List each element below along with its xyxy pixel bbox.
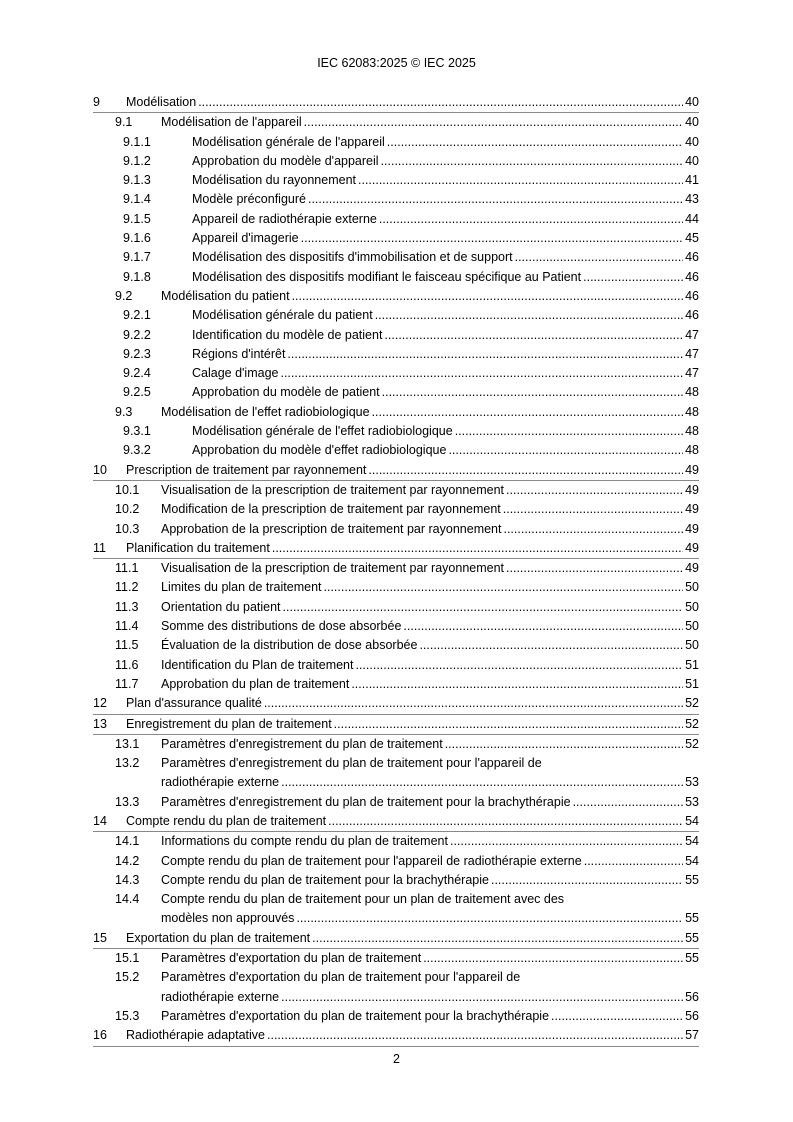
toc-number: 14.4 [115, 892, 140, 907]
toc-number: 15.2 [115, 970, 140, 985]
toc-number: 16 [93, 1028, 107, 1043]
toc-title: Visualisation de la prescription de traitement par rayonnement [161, 482, 505, 497]
toc-page: 48 [685, 404, 699, 419]
toc-number: 9.2.4 [123, 366, 151, 381]
toc-page: 57 [685, 1028, 699, 1043]
toc-number: 11.7 [115, 676, 139, 691]
toc-number: 13.2 [115, 756, 140, 771]
dot-leader [198, 93, 683, 112]
table-of-contents [93, 93, 699, 1047]
toc-title: Somme des distributions de dose absorbée [161, 619, 402, 634]
toc-entry[interactable] [93, 636, 699, 655]
toc-title: Plan d'assurance qualité [126, 696, 262, 711]
toc-title: Identification du Plan de traitement [161, 657, 354, 672]
toc-entry[interactable] [93, 520, 699, 539]
toc-title: Approbation du plan de traitement [161, 676, 350, 691]
dot-leader [372, 403, 684, 422]
toc-title: Modélisation générale de l'appareil [192, 134, 385, 149]
toc-entry[interactable] [93, 441, 699, 460]
toc-entry[interactable] [93, 306, 699, 325]
toc-page: 55 [685, 951, 699, 966]
toc-page: 49 [685, 540, 699, 555]
toc-title: Modélisation [126, 95, 197, 109]
toc-title: Modélisation générale de l'effet radiobiologique [192, 424, 453, 439]
dot-leader [328, 812, 683, 831]
toc-title: Modélisation du patient [161, 288, 290, 303]
toc-page: 40 [685, 153, 699, 168]
dot-leader [503, 500, 683, 519]
toc-title: Approbation du modèle d'effet radiobiologique [192, 443, 447, 458]
toc-page: 48 [685, 424, 699, 439]
toc-page: 52 [685, 696, 699, 711]
toc-title: Limites du plan de traitement [161, 580, 322, 595]
toc-page: 50 [685, 580, 699, 595]
toc-title: Enregistrement du plan de traitement [126, 716, 332, 731]
toc-page: 53 [685, 775, 699, 790]
toc-number: 10.3 [115, 521, 140, 536]
toc-entry[interactable] [93, 694, 699, 714]
toc-number: 9.1 [115, 115, 133, 130]
toc-number: 11 [93, 540, 106, 555]
toc-number: 9.3.1 [123, 424, 151, 439]
dot-leader [283, 598, 684, 617]
dot-leader [515, 248, 683, 267]
toc-entry[interactable] [93, 852, 699, 871]
toc-title: Identification du modèle de patient [192, 327, 383, 342]
toc-page: 52 [685, 716, 699, 731]
toc-entry[interactable] [93, 617, 699, 636]
toc-title-line1: Paramètres d'exportation du plan de traitement pour l'appareil de [161, 970, 521, 985]
toc-number: 13 [93, 716, 107, 731]
toc-number: 14 [93, 813, 107, 828]
toc-title-line2: modèles non approuvés [161, 911, 295, 926]
toc-title: Modélisation générale du patient [192, 308, 373, 323]
toc-title: Appareil d'imagerie [192, 231, 299, 246]
toc-number: 10.1 [115, 482, 140, 497]
dot-leader [264, 694, 683, 713]
toc-page: 47 [685, 327, 699, 342]
toc-title: Compte rendu du plan de traitement pour la brachythérapie [161, 872, 489, 887]
dot-leader [375, 306, 683, 325]
dot-leader [308, 190, 683, 209]
toc-entry[interactable] [93, 422, 699, 441]
dot-leader [403, 617, 683, 636]
toc-page: 46 [685, 308, 699, 323]
toc-page: 40 [685, 115, 699, 130]
toc-entry[interactable] [93, 559, 699, 578]
toc-page: 55 [685, 930, 699, 945]
dot-leader [384, 326, 683, 345]
dot-leader [491, 871, 683, 890]
toc-title: Évaluation de la distribution de dose absorbée [161, 638, 418, 653]
toc-number: 9.3.2 [123, 443, 151, 458]
toc-number: 14.2 [115, 853, 140, 868]
dot-leader [551, 1007, 683, 1026]
toc-entry[interactable] [93, 364, 699, 383]
toc-title: Planification du traitement [126, 540, 270, 555]
toc-title: Approbation de la prescription de traitement par rayonnement [161, 521, 502, 536]
dot-leader [296, 909, 683, 928]
page-number: 2 [393, 1052, 400, 1066]
toc-title: Modélisation de l'appareil [161, 115, 302, 130]
toc-entry[interactable] [93, 968, 699, 1007]
dot-leader [351, 675, 683, 694]
dot-leader [381, 152, 684, 171]
toc-page: 49 [685, 462, 699, 477]
toc-entry[interactable] [93, 578, 699, 597]
toc-entry[interactable] [93, 152, 699, 171]
toc-entry[interactable] [93, 715, 699, 735]
toc-title: Régions d'intérêt [192, 346, 286, 361]
dot-leader [387, 133, 683, 152]
toc-entry[interactable] [93, 675, 699, 694]
dot-leader [281, 773, 683, 792]
toc-entry[interactable] [93, 735, 699, 754]
toc-number: 12 [93, 696, 107, 711]
dot-leader [423, 949, 683, 968]
toc-entry[interactable] [93, 133, 699, 152]
toc-title: Modélisation des dispositifs d'immobilisation et de support [192, 250, 513, 265]
toc-title: Radiothérapie adaptative [126, 1028, 265, 1043]
toc-title: Paramètres d'enregistrement du plan de traitement pour la brachythérapie [161, 794, 571, 809]
toc-page: 47 [685, 366, 699, 381]
dot-leader [382, 383, 683, 402]
dot-leader [272, 539, 683, 558]
toc-entry[interactable] [93, 190, 699, 209]
toc-entry[interactable] [93, 113, 699, 132]
toc-title: Modélisation du rayonnement [192, 173, 356, 188]
toc-title: Paramètres d'exportation du plan de traitement pour la brachythérapie [161, 1008, 550, 1023]
dot-leader [448, 441, 683, 460]
toc-number: 9.2 [115, 288, 133, 303]
dot-leader [583, 268, 683, 287]
toc-number: 9.1.7 [123, 250, 151, 265]
dot-leader [304, 113, 683, 132]
toc-title: Approbation du modèle de patient [192, 385, 380, 400]
dot-leader [334, 715, 683, 734]
toc-title: Modèle préconfiguré [192, 192, 306, 207]
toc-number: 9.3 [115, 404, 133, 419]
toc-number: 9 [93, 95, 100, 109]
dot-leader [312, 929, 683, 948]
dot-leader [584, 852, 683, 871]
toc-entry[interactable] [93, 1026, 699, 1046]
toc-entry[interactable] [93, 383, 699, 402]
toc-entry[interactable] [93, 171, 699, 190]
toc-page: 44 [685, 211, 699, 226]
toc-number: 14.1 [115, 834, 140, 849]
toc-number: 13.1 [115, 736, 140, 751]
toc-title: Calage d'image [192, 366, 279, 381]
toc-page: 46 [685, 288, 699, 303]
toc-title: Paramètres d'enregistrement du plan de traitement [161, 736, 443, 751]
toc-page: 40 [685, 95, 699, 109]
toc-page: 56 [685, 1008, 699, 1023]
toc-number: 9.1.2 [123, 153, 151, 168]
toc-title: Compte rendu du plan de traitement [126, 813, 327, 828]
dot-leader [455, 422, 683, 441]
dot-leader [379, 210, 683, 229]
toc-entry[interactable] [93, 832, 699, 851]
toc-page: 56 [685, 989, 699, 1004]
toc-entry[interactable] [93, 500, 699, 519]
dot-leader [573, 793, 684, 812]
toc-entry[interactable] [93, 598, 699, 617]
toc-number: 15 [93, 930, 107, 945]
toc-title: Paramètres d'exportation du plan de traitement [161, 951, 422, 966]
toc-entry[interactable] [93, 326, 699, 345]
toc-page: 54 [685, 853, 699, 868]
toc-number: 9.2.1 [123, 308, 151, 323]
toc-entry[interactable] [93, 890, 699, 929]
dot-leader [450, 832, 683, 851]
toc-title-line1: Compte rendu du plan de traitement pour un plan de traitement avec des [161, 892, 565, 907]
toc-page: 52 [685, 736, 699, 751]
toc-page: 55 [685, 911, 699, 926]
toc-entry[interactable] [93, 871, 699, 890]
toc-entry[interactable] [93, 268, 699, 287]
toc-entry[interactable] [93, 248, 699, 267]
toc-page: 49 [685, 482, 699, 497]
toc-page: 48 [685, 385, 699, 400]
toc-number: 9.1.4 [123, 192, 151, 207]
toc-entry[interactable] [93, 461, 699, 481]
toc-number: 13.3 [115, 794, 140, 809]
dot-leader [358, 171, 683, 190]
toc-number: 9.2.2 [123, 327, 151, 342]
toc-page: 49 [685, 561, 699, 576]
dot-leader [287, 345, 683, 364]
toc-title: Compte rendu du plan de traitement pour l'appareil de radiothérapie externe [161, 853, 582, 868]
toc-number: 9.2.5 [123, 385, 151, 400]
toc-number: 11.2 [115, 580, 139, 595]
toc-page: 41 [685, 173, 699, 188]
toc-title-line1: Paramètres d'enregistrement du plan de traitement pour l'appareil de [161, 756, 542, 771]
dot-leader [355, 656, 683, 675]
toc-number: 11.6 [115, 657, 139, 672]
toc-page: 40 [685, 134, 699, 149]
toc-entry[interactable] [93, 1007, 699, 1026]
toc-page: 53 [685, 794, 699, 809]
dot-leader [292, 287, 684, 306]
dot-leader [301, 229, 683, 248]
toc-title: Visualisation de la prescription de traitement par rayonnement [161, 561, 505, 576]
toc-number: 9.2.3 [123, 346, 151, 361]
toc-page: 43 [685, 192, 699, 207]
toc-number: 10 [93, 462, 107, 477]
toc-page: 54 [685, 834, 699, 849]
toc-number: 11.1 [115, 561, 139, 576]
toc-entry[interactable] [93, 929, 699, 949]
dot-leader [368, 461, 683, 480]
toc-title: Modification de la prescription de traitement par rayonnement [161, 502, 501, 517]
toc-number: 11.3 [115, 599, 139, 614]
toc-page: 55 [685, 872, 699, 887]
dot-leader [503, 520, 683, 539]
toc-entry[interactable] [93, 403, 699, 422]
toc-page: 49 [685, 521, 699, 536]
toc-entry[interactable] [93, 949, 699, 968]
toc-number: 9.1.3 [123, 173, 151, 188]
toc-page: 46 [685, 269, 699, 284]
toc-page: 48 [685, 443, 699, 458]
toc-entry[interactable] [93, 481, 699, 500]
toc-number: 9.1.6 [123, 231, 151, 246]
toc-title: Modélisation des dispositifs modifiant le faisceau spécifique au Patient [192, 269, 582, 284]
toc-page: 50 [685, 619, 699, 634]
toc-number: 9.1.8 [123, 269, 151, 284]
toc-title: Approbation du modèle d'appareil [192, 153, 379, 168]
toc-title: Prescription de traitement par rayonnement [126, 462, 367, 477]
toc-number: 9.1.1 [123, 134, 151, 149]
toc-entry[interactable] [93, 812, 699, 832]
dot-leader [280, 364, 683, 383]
toc-title: Orientation du patient [161, 599, 281, 614]
dot-leader [506, 559, 683, 578]
toc-entry[interactable] [93, 754, 699, 793]
toc-number: 15.3 [115, 1008, 140, 1023]
toc-number: 15.1 [115, 951, 140, 966]
toc-entry[interactable] [93, 539, 699, 559]
toc-entry[interactable] [93, 345, 699, 364]
toc-page: 50 [685, 638, 699, 653]
toc-number: 10.2 [115, 502, 140, 517]
toc-title: Exportation du plan de traitement [126, 930, 311, 945]
toc-title-line2: radiothérapie externe [161, 989, 280, 1004]
toc-number: 14.3 [115, 872, 140, 887]
toc-title: Modélisation de l'effet radiobiologique [161, 404, 370, 419]
dot-leader [324, 578, 684, 597]
toc-page: 51 [685, 676, 699, 691]
toc-page: 46 [685, 250, 699, 265]
dot-leader [506, 481, 683, 500]
toc-page: 47 [685, 346, 699, 361]
toc-entry[interactable] [93, 793, 699, 812]
toc-entry[interactable] [93, 287, 699, 306]
toc-page: 51 [685, 657, 699, 672]
dot-leader [267, 1026, 683, 1045]
toc-number: 9.1.5 [123, 211, 151, 226]
document-header: IEC 62083:2025 © IEC 2025 [317, 56, 476, 70]
toc-entry[interactable] [93, 229, 699, 248]
toc-page: 49 [685, 502, 699, 517]
toc-title-line2: radiothérapie externe [161, 775, 280, 790]
toc-page: 54 [685, 813, 699, 828]
toc-entry[interactable] [93, 210, 699, 229]
dot-leader [445, 735, 683, 754]
toc-entry[interactable] [93, 93, 699, 113]
dot-leader [281, 988, 683, 1007]
toc-number: 11.4 [115, 619, 139, 634]
toc-page: 50 [685, 599, 699, 614]
toc-page: 45 [685, 231, 699, 246]
toc-title: Informations du compte rendu du plan de traitement [161, 834, 448, 849]
dot-leader [419, 636, 683, 655]
toc-entry[interactable] [93, 656, 699, 675]
toc-title: Appareil de radiothérapie externe [192, 211, 377, 226]
toc-number: 11.5 [115, 638, 139, 653]
